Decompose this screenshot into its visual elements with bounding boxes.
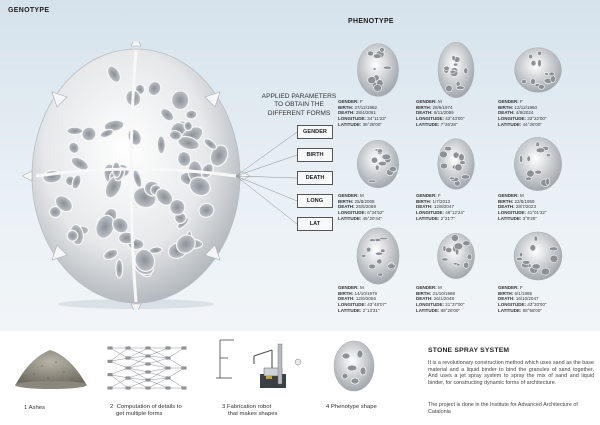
step-caption-line: Ashes	[28, 405, 45, 411]
param-value: 21/10/1988	[432, 290, 456, 296]
ash-pile-image	[12, 338, 90, 392]
phenotype-sculpture	[510, 36, 566, 100]
lattice-hole	[375, 165, 379, 170]
lattice-hole	[439, 151, 447, 158]
param-value: 46°12'24"	[445, 210, 465, 216]
step-caption-line: get multiple forms	[116, 411, 163, 417]
lattice-hole	[116, 259, 123, 278]
graph-edge	[128, 380, 148, 388]
lattice-hole	[459, 154, 465, 161]
phenotype-sculpture	[350, 222, 406, 286]
graph-edge	[110, 368, 128, 375]
graph-node	[166, 377, 170, 380]
lattice-hole	[452, 55, 455, 60]
param-value: 12/8/2047	[433, 204, 454, 210]
lattice-hole	[531, 60, 536, 66]
lattice-hole	[535, 170, 542, 174]
graph-edge	[110, 375, 128, 388]
lattice-hole	[454, 243, 463, 250]
graph-node	[146, 347, 150, 350]
param-value: 21°37'00"	[445, 302, 465, 308]
lattice-hole	[453, 63, 457, 66]
step-caption-line: Computation of details to	[116, 404, 182, 410]
param-label: BIRTH:	[498, 198, 515, 204]
lattice-hole	[185, 110, 197, 120]
param-label: LATITUDE:	[416, 121, 441, 127]
lattice-hole	[387, 264, 395, 269]
param-value: F	[438, 193, 441, 198]
graph-node	[108, 360, 112, 363]
lattice-hole	[184, 121, 193, 131]
param-value: M	[360, 285, 364, 290]
param-label: GENDER:	[498, 285, 521, 290]
graph-edge	[128, 372, 148, 378]
lattice-hole	[375, 252, 382, 255]
step-2-caption	[110, 404, 182, 418]
phenotype-parameters	[338, 99, 418, 128]
param-label: GENDER:	[338, 99, 361, 104]
graph-edge	[148, 358, 168, 364]
param-lat: LAT	[297, 217, 333, 231]
graph-node	[166, 347, 170, 350]
param-label: LONGITUDE:	[416, 210, 446, 216]
stone-spray-title: STONE SPRAY SYSTEM	[428, 347, 510, 354]
graph-edge	[148, 372, 168, 378]
lattice-hole	[446, 247, 452, 252]
param-value: 12/9/2056	[355, 296, 376, 302]
lattice-hole	[449, 177, 455, 180]
graph-node	[108, 347, 112, 350]
param-label: LATITUDE:	[338, 121, 363, 127]
param-label: GENDER:	[498, 193, 521, 198]
lattice-hole	[546, 178, 550, 185]
graph-edge	[110, 358, 128, 361]
param-label: GENDER:	[416, 285, 439, 290]
phenotype-param-latitude	[416, 216, 496, 222]
param-value: 14/10/1979	[354, 290, 378, 296]
step-number: 1	[24, 405, 28, 411]
lattice-hole	[519, 253, 522, 257]
param-label: BIRTH:	[498, 104, 515, 110]
lattice-hole	[529, 54, 533, 59]
lattice-hole	[67, 127, 83, 134]
param-label: BIRTH:	[338, 290, 355, 296]
genotype-sculpture	[22, 42, 250, 310]
param-value: M	[520, 193, 524, 198]
phenotype-sculpture	[350, 36, 406, 100]
computation-diagram	[104, 340, 188, 392]
param-label: DEATH:	[416, 296, 434, 302]
param-value: 28/5/1974	[432, 104, 453, 110]
lattice-hole	[464, 262, 469, 268]
lattice-hole	[171, 90, 189, 110]
param-value: 28/7/2023	[515, 204, 536, 210]
lattice-hole	[368, 180, 376, 182]
param-value: 4/9/2024	[515, 110, 534, 116]
param-label: LONGITUDE:	[498, 210, 528, 216]
lattice-hole	[373, 54, 381, 59]
param-value: 44°26'00"	[522, 121, 542, 127]
stone-spray-note: The project is done in the Institute for Advanced Architecture of Catalonia	[428, 402, 578, 415]
graph-node	[126, 347, 130, 350]
phenotype-sculpture	[428, 222, 484, 286]
param-value: 8/11/2059	[433, 110, 454, 116]
phenotype-card	[498, 222, 578, 322]
phenotype-parameters	[498, 99, 578, 128]
parameters-heading-line: TO OBTAIN THE	[274, 101, 324, 109]
lattice-hole	[371, 157, 377, 163]
param-label: DEATH:	[498, 204, 516, 210]
graph-node	[146, 387, 150, 390]
lattice-hole	[550, 255, 558, 262]
phenotype-card	[416, 222, 496, 322]
phenotype-param-latitude	[338, 308, 418, 314]
param-value: 16/10/2047	[515, 296, 539, 302]
phenotype-parameters	[498, 285, 578, 314]
param-label: LONGITUDE:	[338, 116, 368, 122]
graph-node	[146, 371, 150, 374]
graph-node	[126, 367, 130, 370]
phenotype-parameters	[416, 99, 496, 128]
param-label: DEATH:	[338, 110, 356, 116]
param-label: LATITUDE:	[498, 121, 523, 127]
lattice-hole	[546, 154, 550, 157]
phenotype-sculpture	[428, 130, 484, 194]
lattice-hole	[527, 170, 535, 177]
lattice-hole	[377, 149, 382, 153]
phenotype-parameters	[498, 193, 578, 222]
param-label: BIRTH:	[416, 198, 433, 204]
graph-node	[182, 347, 186, 350]
param-value: F	[520, 99, 523, 104]
lattice-hole	[550, 76, 555, 83]
param-label: DEATH:	[338, 296, 356, 302]
param-value: 28/4/2061	[355, 110, 376, 116]
lattice-hole	[527, 156, 531, 162]
graph-edge	[128, 348, 148, 356]
param-value: 1/7/2013	[432, 198, 451, 204]
param-label: BIRTH:	[498, 290, 515, 296]
lattice-hole	[532, 264, 540, 269]
lattice-hole	[463, 241, 471, 246]
param-value: 27/12/1982	[354, 104, 378, 110]
graph-node	[146, 379, 150, 382]
lattice-hole	[545, 73, 549, 76]
lattice-hole	[440, 163, 447, 169]
param-label: GENDER:	[416, 99, 439, 104]
param-value: 26/1/2048	[433, 296, 454, 302]
phenotype-card	[498, 36, 578, 136]
lattice-hole	[369, 264, 376, 269]
param-label: GENDER:	[416, 193, 439, 198]
lattice-hole	[382, 154, 391, 160]
phenotype-parameters	[338, 193, 418, 222]
param-value: 88°26'00"	[440, 307, 460, 313]
param-value: 43°48'07"	[367, 302, 387, 308]
lattice-hole	[389, 167, 397, 172]
graph-node	[166, 387, 170, 390]
param-label: LONGITUDE:	[416, 116, 446, 122]
param-label: LATITUDE:	[416, 215, 441, 221]
param-value: 3°9'25"	[522, 215, 537, 221]
lattice-hole	[538, 85, 544, 90]
param-value: 25/8/2008	[354, 198, 375, 204]
lattice-hole	[450, 70, 455, 73]
lattice-hole	[461, 175, 470, 179]
param-label: DEATH:	[338, 204, 356, 210]
phenotype-parameters	[338, 285, 418, 314]
param-value: 34°11'23"	[367, 116, 387, 122]
lattice-hole	[380, 47, 385, 52]
step-caption-line: Phenotype shape	[330, 404, 377, 410]
phenotype-param-latitude	[338, 122, 418, 128]
param-label: DEATH:	[416, 204, 434, 210]
phenotype-card	[338, 36, 418, 136]
lattice-hole	[380, 237, 389, 239]
lattice-hole	[455, 249, 458, 255]
lattice-hole	[442, 258, 448, 261]
lattice-hole	[538, 60, 542, 67]
param-value: M	[360, 193, 364, 198]
param-label: GENDER:	[498, 99, 521, 104]
lattice-hole	[549, 72, 555, 76]
step-caption-line: that makes shapes	[228, 411, 278, 417]
lattice-hole	[453, 152, 459, 158]
lattice-spike	[131, 304, 141, 310]
param-value: 43°43'00"	[445, 116, 465, 122]
genotype-title: GENOTYPE	[8, 7, 50, 14]
param-label: LATITUDE:	[498, 215, 523, 221]
param-value: M	[438, 285, 442, 290]
graph-edge	[148, 380, 168, 388]
step-number: 3	[222, 404, 226, 410]
param-value: 2°21'7"	[440, 215, 455, 221]
graph-node	[182, 387, 186, 390]
param-label: LATITUDE:	[498, 307, 523, 313]
graph-node	[126, 357, 130, 360]
graph-node	[108, 387, 112, 390]
param-value: F	[360, 99, 363, 104]
step-3-caption	[222, 404, 277, 418]
lattice-hole	[456, 86, 464, 90]
lattice-hole	[538, 51, 542, 55]
param-value: 41°01'32"	[527, 210, 547, 216]
phenotype-parameters	[416, 285, 496, 314]
lattice-hole	[536, 148, 545, 153]
lattice-hole	[519, 155, 522, 162]
graph-edge	[110, 378, 128, 388]
parameters-heading-line: DIFFERENT FORMS	[267, 109, 331, 117]
param-gender: GENDER	[297, 125, 333, 139]
lattice-spike	[22, 171, 32, 181]
param-label: LONGITUDE:	[498, 116, 528, 122]
lattice-spike	[131, 42, 141, 46]
phenotype-card	[498, 130, 578, 230]
phenotype-sculpture	[510, 130, 566, 194]
graph-edge	[128, 358, 148, 364]
param-value: 38°28'00"	[362, 121, 382, 127]
param-value: 88°58'00"	[522, 307, 542, 313]
param-label: BIRTH:	[416, 290, 433, 296]
lattice-hole	[444, 66, 450, 70]
param-label: LATITUDE:	[338, 215, 363, 221]
lattice-hole	[377, 259, 382, 264]
lattice-hole	[374, 85, 382, 92]
lattice-hole	[361, 255, 366, 258]
param-long: LONG	[297, 194, 333, 208]
lattice-hole	[373, 68, 376, 71]
param-value: 6°34'52"	[367, 210, 385, 216]
graph-node	[108, 373, 112, 376]
phenotype-title: PHENOTYPE	[348, 18, 394, 25]
lattice-hole	[383, 66, 392, 69]
lattice-hole	[157, 136, 165, 154]
phenotype-sculpture	[428, 36, 484, 100]
param-label: DEATH:	[498, 110, 516, 116]
lattice-spike	[240, 171, 250, 181]
phenotype-card	[416, 36, 496, 136]
phenotype-param-latitude	[416, 308, 496, 314]
step-caption-line: Fabrication robot	[226, 404, 272, 410]
stone-spray-description: It is a revolutionary construction method which uses sand as the base material and a liquid binder to bind the granules of sand together. And uses a jet spray system to spray the mix of sand and liquid binder, for constructing dynamic forms of architecture.	[428, 360, 595, 387]
param-value: 43°20'00"	[527, 302, 547, 308]
lattice-hole	[456, 264, 460, 266]
param-label: BIRTH:	[338, 104, 355, 110]
phenotype-param-latitude	[338, 216, 418, 222]
lattice-hole	[451, 235, 458, 242]
param-value: 12/12/1960	[514, 104, 538, 110]
param-label: GENDER:	[338, 193, 361, 198]
param-value: F	[520, 285, 523, 290]
param-label: DEATH:	[416, 110, 434, 116]
lattice-hole	[368, 76, 376, 83]
parameters-heading-line: APPLIED PARAMETERS	[261, 93, 337, 100]
phenotype-card	[338, 222, 418, 322]
param-value: 45°20'44"	[362, 215, 382, 221]
param-value: 2°13'31"	[362, 307, 380, 313]
lattice-hole	[528, 264, 531, 268]
graph-node	[182, 367, 186, 370]
lattice-hole	[522, 80, 527, 84]
lattice-hole	[530, 79, 535, 85]
graph-node	[166, 367, 170, 370]
phenotype-shape-image	[330, 338, 378, 394]
graph-edge	[148, 348, 168, 356]
graph-node	[126, 387, 130, 390]
lattice-hole	[467, 254, 472, 260]
lattice-hole	[367, 51, 373, 56]
phenotype-parameters	[416, 193, 496, 222]
lattice-hole	[446, 85, 453, 92]
param-label: BIRTH:	[416, 104, 433, 110]
graph-node	[126, 377, 130, 380]
step-number: 4	[326, 404, 330, 410]
graph-edge	[110, 361, 128, 368]
step-number: 2	[110, 404, 114, 410]
lattice-hole	[536, 142, 540, 147]
lattice-hole	[530, 245, 536, 251]
lattice-hole	[369, 239, 375, 242]
param-label: LONGITUDE:	[338, 302, 368, 308]
lattice-hole	[534, 236, 538, 241]
param-value: 7°26'28"	[440, 121, 458, 127]
param-value: 25/6/2069	[355, 204, 376, 210]
graph-edge	[110, 375, 128, 378]
param-label: DEATH:	[498, 296, 516, 302]
step-1-caption	[24, 405, 45, 412]
phenotype-sculpture	[350, 130, 406, 194]
param-value: 6/1/1985	[514, 290, 533, 296]
lattice-hole	[464, 68, 468, 74]
param-label: LONGITUDE:	[338, 210, 368, 216]
phenotype-param-latitude	[498, 308, 578, 314]
lattice-hole	[516, 257, 522, 260]
param-label: LONGITUDE:	[498, 302, 528, 308]
step-4-caption	[326, 404, 377, 411]
param-label: BIRTH:	[338, 198, 355, 204]
param-birth: BIRTH	[297, 148, 333, 162]
lattice-hole	[455, 164, 462, 171]
param-value: M	[438, 99, 442, 104]
lattice-hole	[549, 247, 558, 251]
lattice-hole	[378, 273, 383, 276]
phenotype-param-latitude	[416, 122, 496, 128]
param-label: LONGITUDE:	[416, 302, 446, 308]
param-death: DEATH	[297, 171, 333, 185]
param-label: GENDER:	[338, 285, 361, 290]
phenotype-param-latitude	[498, 122, 578, 128]
phenotype-sculpture	[510, 222, 566, 286]
lattice-hole	[366, 247, 371, 252]
param-value: 33°22'00"	[527, 116, 547, 122]
parameters-heading	[254, 93, 344, 118]
phenotype-card	[416, 130, 496, 230]
param-label: LATITUDE:	[338, 307, 363, 313]
param-label: LATITUDE:	[416, 307, 441, 313]
lattice-hole	[541, 268, 550, 275]
graph-edge	[110, 348, 128, 361]
lattice-hole	[444, 146, 451, 151]
graph-node	[166, 357, 170, 360]
phenotype-card	[338, 130, 418, 230]
param-value: 22/8/1959	[514, 198, 535, 204]
lattice-hole	[526, 177, 532, 180]
fabrication-robot-image	[214, 336, 304, 394]
phenotype-param-latitude	[498, 216, 578, 222]
graph-node	[146, 363, 150, 366]
graph-edge	[110, 348, 128, 358]
graph-node	[146, 355, 150, 358]
